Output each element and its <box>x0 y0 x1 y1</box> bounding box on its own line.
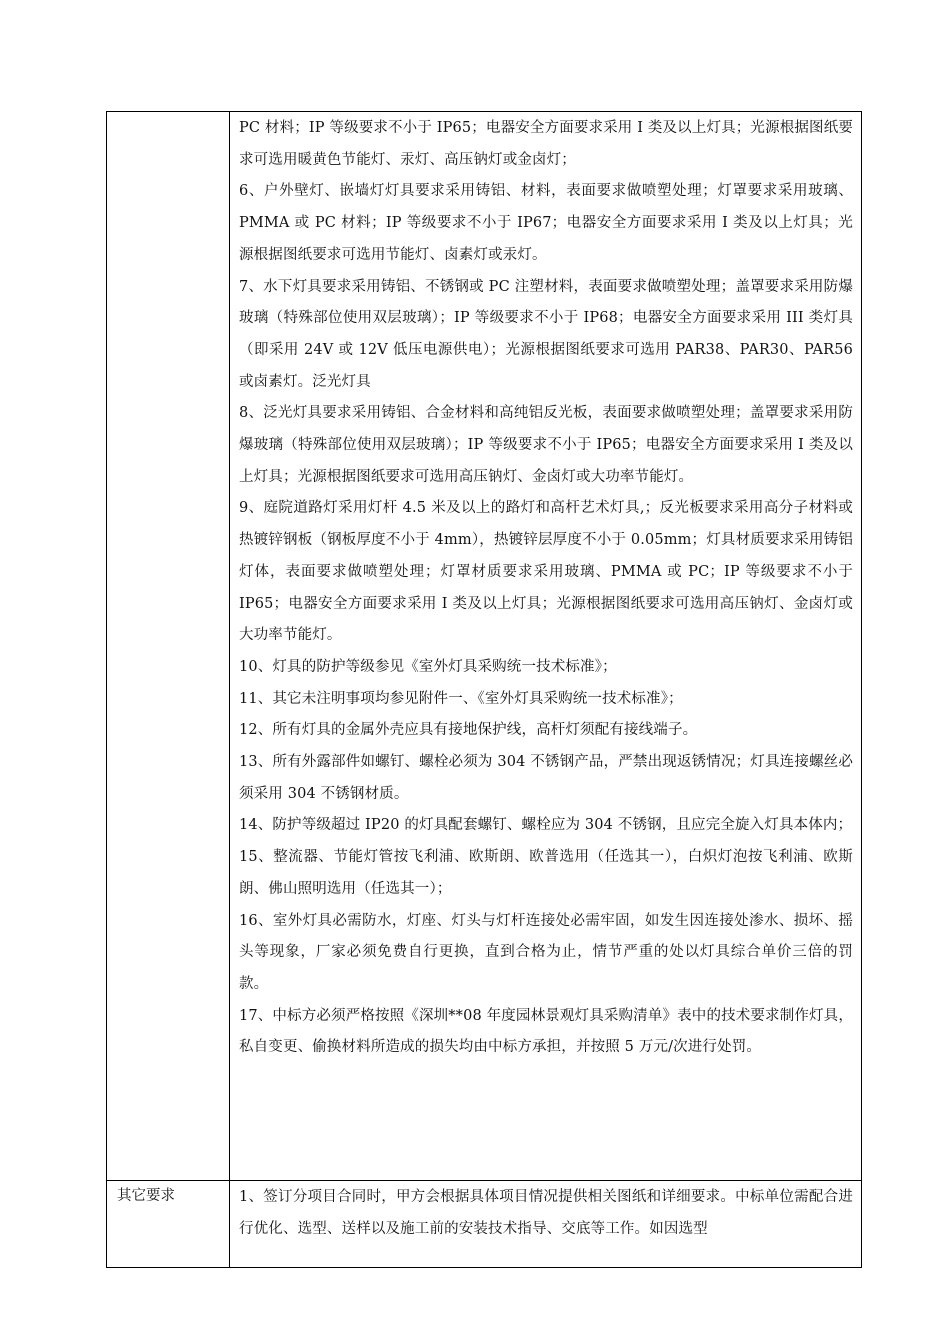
table-row <box>107 112 862 1181</box>
paragraph-item-12: 12、所有灯具的金属外壳应具有接地保护线，高杆灯须配有接线端子。 <box>239 722 698 739</box>
table-row <box>107 1181 862 1268</box>
paragraph-item-10: 10、灯具的防护等级参见《室外灯具采购统一技术标准》； <box>239 658 617 675</box>
paragraph-item-13: 13、所有外露部件如螺钉、螺栓必须为 304 不锈钢产品，严禁出现返锈情况；灯具连接螺丝必须采用 304 不锈钢材质。 <box>239 754 853 802</box>
paragraph-item-15: 15、整流器、节能灯管按飞利浦、欧斯朗、欧普选用（任选其一），白炽灯泡按飞利浦、欧斯朗、佛山照明选用（任选其一）； <box>239 849 853 897</box>
row-label-cell <box>107 1181 230 1268</box>
row-content-cell <box>230 1181 862 1268</box>
paragraph-item-8: 8、泛光灯具要求采用铸铝、合金材料和高纯铝反光板，表面要求做喷塑处理；盖罩要求采用防爆玻璃（特殊部位使用双层玻璃）；IP 等级要求不小于 IP65；电器安全方面要求采用 I 类及以上灯具；光源根据图纸要求可选用高压钠灯、金卤灯或大功率节能灯。 <box>239 405 853 485</box>
paragraph-item-11: 11、其它未注明事项均参见附件一、《室外灯具采购统一技术标准》； <box>239 690 683 707</box>
paragraph-item-17: 17、中标方必须严格按照《深圳**08 年度园林景观灯具采购清单》表中的技术要求制作灯具，私自变更、偷换材料所造成的损失均由中标方承担，并按照 5 万元/次进行处罚。 <box>239 1007 853 1056</box>
requirements-table <box>106 111 862 1268</box>
paragraph-item-16: 16、室外灯具必需防水，灯座、灯头与灯杆连接处必需牢固，如发生因连接处渗水、损坏、摇头等现象，厂家必须免费自行更换，直到合格为止，情节严重的处以灯具综合单价三倍的罚款。 <box>239 912 853 992</box>
row-content-cell <box>230 112 862 1181</box>
paragraph-item-7: 7、水下灯具要求采用铸铝、不锈钢或 PC 注塑材料，表面要求做喷塑处理；盖罩要求采用防爆玻璃（特殊部位使用双层玻璃）；IP 等级要求不小于 IP68；电器安全方面要求采用 III 类灯具（即采用 24V 或 12V 低压电源供电）；光源根据图纸要求可选用 PAR38、PAR30、PAR56 或卤素灯。泛光灯具 <box>239 278 853 390</box>
paragraph-item-9: 9、庭院道路灯采用灯杆 4.5 米及以上的路灯和高杆艺术灯具,；反光板要求采用高分子材料或热镀锌钢板（钢板厚度不小于 4mm），热镀锌层厚度不小于 0.05mm；灯具材质要求采用铸铝灯体，表面要求做喷塑处理；灯罩材质要求采用玻璃、PMMA 或 PC；IP 等级要求不小于 IP65；电器安全方面要求采用 I 类及以上灯具；光源根据图纸要求可选用高压钠灯、金卤灯或大功率节能灯。 <box>239 500 853 644</box>
row-label-other-requirements: 其它要求 <box>117 1188 175 1204</box>
paragraph-item-1: 1、签订分项目合同时，甲方会根据具体项目情况提供相关图纸和详细要求。中标单位需配合进行优化、选型、送样以及施工前的安装技术指导、交底等工作。如因选型 <box>239 1189 853 1237</box>
row-label-cell <box>107 112 230 1181</box>
paragraph-continuation: PC 材料；IP 等级要求不小于 IP65；电器安全方面要求采用 I 类及以上灯具；光源根据图纸要求可选用暖黄色节能灯、汞灯、高压钠灯或金卤灯； <box>239 120 853 168</box>
paragraph-item-6: 6、户外壁灯、嵌墙灯灯具要求采用铸铝、材料，表面要求做喷塑处理；灯罩要求采用玻璃、PMMA 或 PC 材料；IP 等级要求不小于 IP67；电器安全方面要求采用 I 类及以上灯具；光源根据图纸要求可选用节能灯、卤素灯或汞灯。 <box>239 183 853 263</box>
paragraph-item-14: 14、防护等级超过 IP20 的灯具配套螺钉、螺栓应为 304 不锈钢，且应完全旋入灯具本体内； <box>239 817 853 834</box>
